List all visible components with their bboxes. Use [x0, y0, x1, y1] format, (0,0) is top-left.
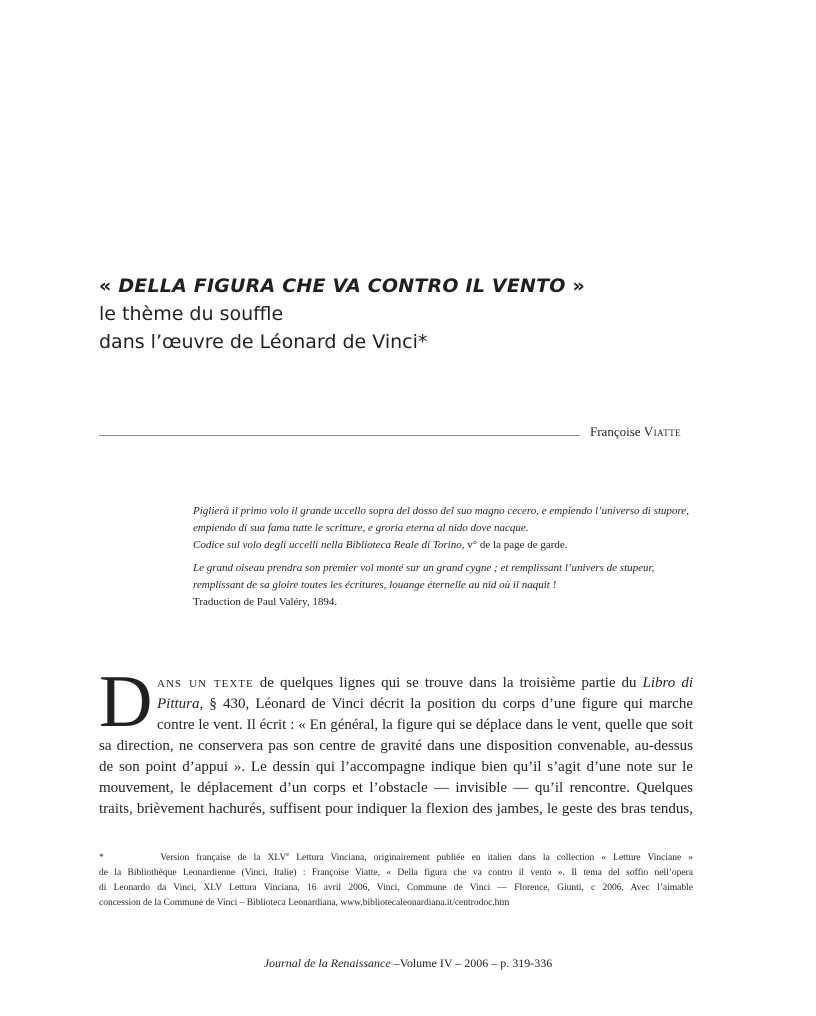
- author-first-name: Françoise: [590, 424, 641, 439]
- open-quote: «: [99, 275, 112, 297]
- footnote-line-3: di Leonardo da Vinci, XLV Lettura Vinciana, 16 avril 2006, Vinci, Commune de Vinci — Florence, Giunti, c 2006. Avec l’aimable: [99, 883, 693, 893]
- footnote-line-2: de la Bibliothèque Leonardienne (Vinci, Italie) : Françoise Viatte, « Della figura che va contro il vento ». Il tema del soffio nell’opera: [99, 868, 693, 878]
- body-line-3: contre le vent. Il écrit : « En général, la figure qui se déplace dans le vent, quelle que soit: [157, 717, 693, 733]
- footnote-line-1: * Version française de la XLVe Lettura Vinciana, originairement publiée en italien dans la collection « Letture Vinciane »: [99, 850, 693, 863]
- body-line-2: Pittura, § 430, Léonard de Vinci décrit la position du corps d’une figure qui marche: [157, 696, 693, 712]
- epigraph-source-location: v° de la page de garde.: [464, 539, 568, 551]
- footnote-marker: *: [99, 853, 104, 863]
- body-line-1: ans un texte de quelques lignes qui se trouve dans la troisième partie du Libro di: [157, 675, 693, 691]
- body-line-6: mouvement, le déplacement d’un corps et l’obstacle — invisible — qu’il rencontre. Quelques: [99, 780, 693, 796]
- book-title-italic-cont: Pittura: [157, 696, 200, 712]
- article-title: [99, 272, 699, 356]
- footnote: [99, 851, 693, 911]
- body-paragraph: [99, 673, 693, 820]
- epigraph: [193, 503, 693, 611]
- title-line-3: dans l’œuvre de Léonard de Vinci*: [99, 331, 428, 353]
- epigraph-translation-credit: Traduction de Paul Valéry, 1894.: [193, 596, 338, 608]
- epigraph-italian-line-2: empiendo di sua fama tutte le scritture, e groria eterna al nido dove nacque.: [193, 522, 529, 534]
- footnote-line-4: concession de la Commune de Vinci – Biblioteca Leonardiana, www.bibliotecaleonardiana.it/centrodoc.htm: [99, 898, 510, 908]
- body-line-7: traits, brièvement hachurés, suffisent pour indiquer la flexion des jambes, le geste des bras tendus,: [99, 801, 693, 817]
- body-line-5: de son point d’appui ». Le dessin qui l’accompagne indique bien qu’il s’agit d’une note sur le: [99, 759, 693, 775]
- body-line-4: sa direction, ne conservera pas son centre de gravité dans une disposition convenable, au-dessus: [99, 738, 693, 754]
- close-quote: »: [572, 275, 585, 297]
- book-title-italic: Libro di: [642, 675, 693, 691]
- epigraph-french-line-1: Le grand oiseau prendra son premier vol monté sur un grand cygne ; et remplissant l’univers de stupeur,: [193, 562, 655, 574]
- epigraph-source: [193, 537, 693, 554]
- title-line-1: [99, 272, 699, 300]
- title-main: DELLA FIGURA CHE VA CONTRO IL VENTO: [118, 275, 566, 297]
- author-name: [590, 424, 700, 440]
- epigraph-source-title: Codice sul volo degli uccelli nella Biblioteca Reale di Torino,: [193, 539, 465, 551]
- author-rule-divider: [99, 435, 580, 436]
- page-footer: [0, 956, 816, 971]
- author-last-name: Viatte: [643, 424, 682, 439]
- epigraph-italian-line-1: Piglierà il primo volo il grande uccello sopra del dosso del suo magno cecero, e empiendo l’universo di stupore,: [193, 505, 689, 517]
- epigraph-french-line-2: remplissant de sa gloire toutes les écritures, louange éternelle au nid où il naquit !: [193, 579, 557, 591]
- title-line-2: le thème du souffle: [99, 303, 284, 325]
- drop-cap: D: [99, 661, 153, 743]
- volume-info: –Volume IV – 2006 – p. 319-336: [390, 956, 553, 970]
- journal-name: Journal de la Renaissance: [263, 956, 391, 970]
- opening-smallcaps: ans un texte: [157, 675, 254, 691]
